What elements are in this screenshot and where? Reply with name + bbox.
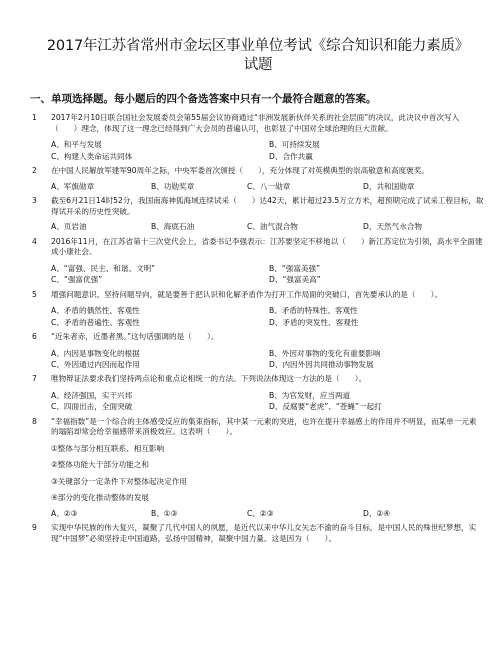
statement-4: ④部分的变化推动整体的发展	[51, 493, 149, 503]
question-6-options	[51, 349, 484, 371]
option-d: D、共和国勋章	[363, 181, 415, 191]
title-line-1: 2017年江苏省常州市金坛区事业单位考试《综合知识和能力素质》	[46, 38, 470, 54]
question-number: 4	[32, 236, 37, 246]
question-number: 9	[32, 523, 37, 533]
option-a: A、“富强、民主、和谐、文明”	[51, 263, 156, 273]
option-b: B、矛盾的特殊性、客观性	[269, 306, 358, 316]
option-a: A、页岩油	[51, 222, 87, 232]
question-text: 唯物辩证法要求我们坚持两点论和重点论相统一的方法。下列说法体现这一方法的是（ ）。	[51, 374, 367, 384]
question-text: 2016年11月，在江苏省第十三次党代会上，省委书记李强表示：江苏要坚定不移地以（ ）新江苏定位为引领，高水平全面建成小康社会。	[51, 236, 483, 257]
statement-3: ③关键部分一定条件下对整体起决定作用	[51, 476, 187, 486]
option-d: D、②④	[363, 508, 391, 518]
question-number: 2	[32, 166, 37, 175]
question-1	[32, 113, 484, 134]
question-text: 在中国人民解放军建军90周年之际，中央军委首次颁授（ ），充分体现了对英模典型的崇高敬意和高度褒奖。	[51, 166, 429, 175]
option-a: A、②③	[51, 508, 78, 518]
statement-2: ②整体功能大于部分功能之和	[51, 460, 149, 470]
question-text: 实现中华民族的伟大复兴，凝聚了几代中国人的夙愿，是近代以来中华儿女矢志不渝的奋斗目标，是中国人民的殊世纪梦想，实现“中国梦”必须坚持走中国道路，弘扬中国精神，凝聚中国力量。这是因为（ ）。	[51, 523, 477, 543]
option-c: C、“强富优强”	[51, 275, 103, 285]
question-5	[32, 290, 484, 301]
option-b: B、“强富美强”	[269, 263, 321, 273]
option-c: C、外因通过内因而起作用	[51, 360, 140, 369]
section-heading: 一、单项选择题。每小题后的四个备选答案中只有一个最符合题意的答案。	[30, 93, 377, 105]
question-text: “近朱者赤，近墨者黑。”这句话强调的是（ ）。	[51, 332, 219, 341]
question-text: “幸福指数”是一个综合的主体感受反应的集束指标，其中某一元素的突进，也许在提升幸福感上的作用并不明显，而某单一元素的塌陷却常会给幸福感带来消极效应。这表明（ ）。	[51, 416, 477, 437]
question-text: 截至6月21日14时52分，我国南海神狐海域连续试采（ ）达42天，累计超过23.5万立方米，超预期完成了试采工程目标，取得试开采的历史性突破。	[51, 196, 484, 216]
option-c: C、构建人类命运共同体	[51, 151, 133, 161]
question-number: 7	[32, 374, 37, 384]
question-number: 5	[32, 289, 37, 299]
option-c: C、油气混合物	[247, 222, 298, 232]
statement-1: ①整体与部分相互联系、相互影响	[51, 444, 165, 453]
option-a: A、经济强国，实干兴邦	[51, 391, 133, 400]
question-3-options	[51, 222, 484, 232]
option-d: D、矛盾的突发性、客观性	[269, 317, 359, 327]
option-a: A、和平与发展	[51, 140, 102, 150]
question-7	[32, 374, 484, 385]
question-2	[32, 166, 484, 177]
option-d: D、反腐要“老虎”、“苍蝇”一起打	[269, 402, 382, 412]
question-7-options	[51, 391, 484, 413]
option-a: A、矛盾的偶然性、客观性	[51, 306, 140, 316]
option-b: B、外因对事物的变化有重要影响	[269, 348, 381, 358]
option-b: B、①③	[151, 508, 178, 518]
question-number: 3	[32, 196, 37, 205]
option-a: A、军旗勋章	[51, 181, 95, 191]
option-b: B、为官发财，应当两道	[269, 391, 351, 400]
question-1-options	[51, 140, 484, 162]
option-c: C、②③	[247, 508, 274, 518]
question-number: 8	[32, 416, 37, 426]
option-c: C、矛盾的普遍性、客观性	[51, 317, 140, 327]
option-a: A、内因是事物变化的根据	[51, 348, 140, 358]
question-number: 6	[32, 332, 37, 341]
option-d: D、“强富美高”	[269, 275, 321, 285]
question-8-options	[51, 509, 484, 519]
option-b: B、海底石油	[151, 222, 195, 232]
option-b: B、功勋奖章	[151, 181, 195, 191]
question-3	[32, 196, 484, 217]
question-text: 增强问题意识、坚持问题导向，就是要善于把认识和化解矛盾作为打开工作局面的突破口，首先要承认的是（ ）。	[51, 289, 443, 299]
document-title	[32, 0, 484, 75]
question-number: 1	[32, 113, 37, 122]
question-5-options	[51, 306, 484, 328]
question-9	[32, 523, 484, 544]
option-c: C、八一勋章	[247, 181, 291, 191]
option-b: B、可持续发展	[269, 140, 320, 150]
question-4-options	[51, 264, 484, 286]
question-4	[32, 237, 484, 258]
question-6	[32, 332, 484, 343]
option-d: D、内因外因共同推动事物发展	[269, 360, 374, 369]
question-2-options	[51, 182, 484, 192]
option-d: D、合作共赢	[269, 151, 313, 161]
title-line-2: 试题	[243, 57, 273, 73]
question-8	[32, 417, 484, 438]
question-text: 2017年2月10日联合国社会发展委员会第55届会议协商通过“非洲发展新伙伴关系的社会层面”的决议，此决议中首次写入（ ）理念，体现了这一理念已经得到广大会员的普遍认可，也彰显了中国对全球治理的巨大贡献。	[51, 113, 460, 133]
option-d: D、天然气水合物	[363, 222, 423, 232]
option-c: C、四面出击，全面突破	[51, 402, 133, 412]
